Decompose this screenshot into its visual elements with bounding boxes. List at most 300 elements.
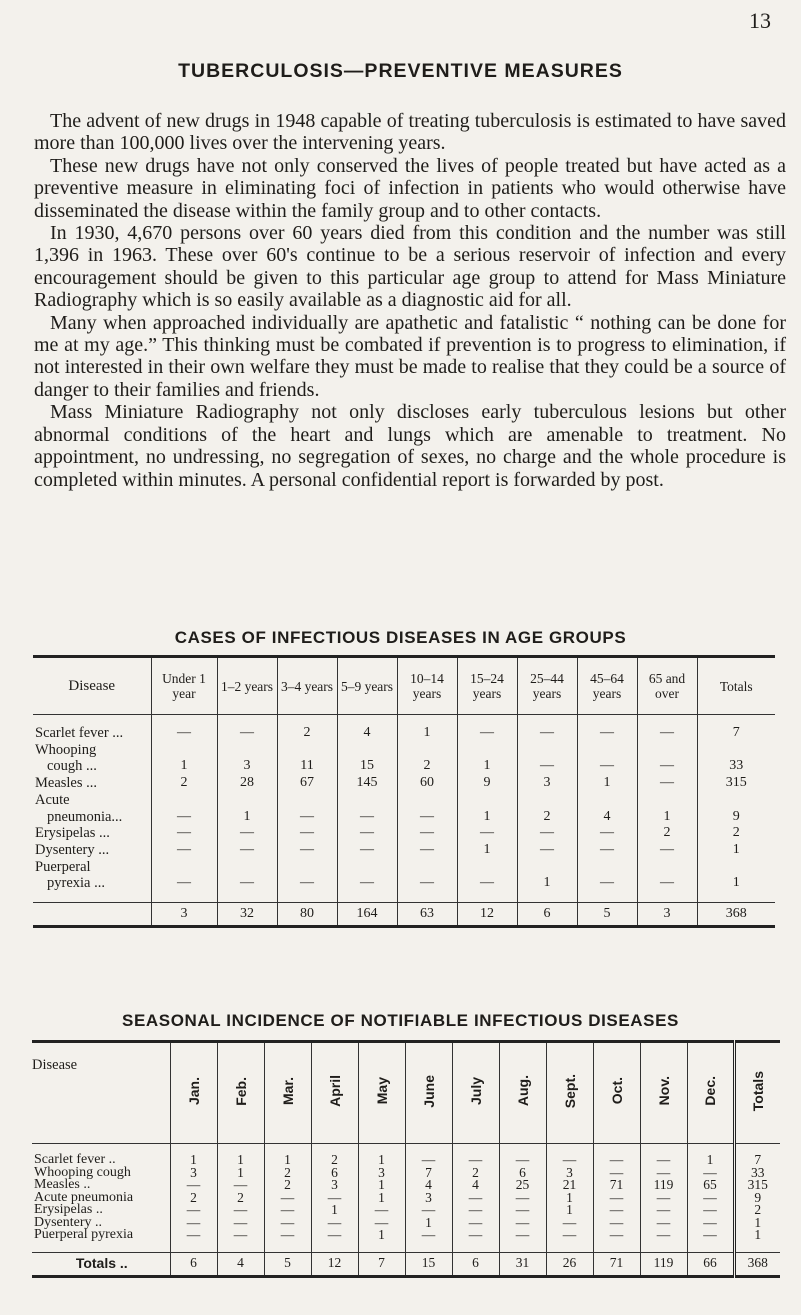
value-cell: 2 <box>397 758 457 775</box>
total-cell: 5 <box>264 1252 311 1276</box>
empty-cell <box>577 792 637 809</box>
disease-label: Scarlet fever .. <box>34 1152 116 1167</box>
column-header: 1–2 years <box>217 657 277 715</box>
value-cell: — <box>311 1192 358 1205</box>
value-cell: — <box>217 1217 264 1230</box>
value-cell: — <box>405 1229 452 1242</box>
value-cell: 1 <box>264 1144 311 1167</box>
total-cell: 6 <box>452 1252 499 1276</box>
value-cell: — <box>452 1229 499 1242</box>
total-cell: 368 <box>734 1252 780 1276</box>
month-header-label: May <box>373 1077 390 1105</box>
table-row <box>33 809 775 826</box>
table-row <box>33 758 775 775</box>
spacer-cell <box>517 892 577 903</box>
value-cell: 2 <box>697 825 775 842</box>
empty-cell <box>517 792 577 809</box>
spacer-cell <box>397 715 457 726</box>
table-row <box>33 859 775 876</box>
spacer-cell <box>337 715 397 726</box>
empty-cell <box>517 859 577 876</box>
value-cell: — <box>151 842 217 859</box>
page-title: TUBERCULOSIS—PREVENTIVE MEASURES <box>178 60 623 82</box>
spacer-cell <box>217 1242 264 1253</box>
value-cell: 3 <box>405 1192 452 1205</box>
value-cell: 119 <box>640 1179 687 1192</box>
value-cell: 7 <box>405 1167 452 1180</box>
total-cell: 15 <box>405 1252 452 1276</box>
value-cell: — <box>577 875 637 892</box>
disease-label: Puerperal pyrexia <box>34 1227 134 1242</box>
spacer-cell <box>577 715 637 726</box>
value-cell: — <box>397 825 457 842</box>
empty-cell <box>457 859 517 876</box>
spacer-row <box>33 892 775 903</box>
spacer-cell <box>452 1242 499 1253</box>
table-row <box>33 842 775 859</box>
value-cell: — <box>217 725 277 742</box>
value-cell: — <box>546 1229 593 1242</box>
value-cell: 2 <box>734 1204 780 1217</box>
value-cell: — <box>687 1167 734 1180</box>
empty-cell <box>697 792 775 809</box>
column-header <box>358 1042 405 1144</box>
column-header: Disease <box>68 677 116 694</box>
empty-cell <box>637 742 697 759</box>
disease-label: Whooping <box>35 741 97 758</box>
table-row <box>32 1229 780 1242</box>
value-cell: 2 <box>517 809 577 826</box>
value-cell: — <box>687 1204 734 1217</box>
empty-cell <box>457 792 517 809</box>
value-cell: — <box>452 1204 499 1217</box>
total-cell: 5 <box>577 903 637 927</box>
spacer-cell <box>687 1242 734 1253</box>
seasonal-incidence-table <box>32 1040 780 1278</box>
month-header-label: Dec. <box>702 1076 718 1106</box>
value-cell: — <box>277 825 337 842</box>
value-cell: — <box>452 1144 499 1167</box>
spacer-cell <box>546 1242 593 1253</box>
spacer-cell <box>637 715 697 726</box>
column-header <box>640 1042 687 1144</box>
value-cell: — <box>405 1204 452 1217</box>
value-cell: 11 <box>277 758 337 775</box>
empty-cell <box>697 742 775 759</box>
column-header: 10–14 years <box>397 657 457 715</box>
value-cell: 9 <box>697 809 775 826</box>
value-cell: 1 <box>217 809 277 826</box>
value-cell: 315 <box>697 775 775 792</box>
value-cell: — <box>457 725 517 742</box>
value-cell: 67 <box>277 775 337 792</box>
value-cell: — <box>311 1229 358 1242</box>
column-header <box>499 1042 546 1144</box>
column-header <box>687 1042 734 1144</box>
column-header <box>405 1042 452 1144</box>
value-cell: — <box>517 825 577 842</box>
column-header: Disease <box>32 1057 78 1073</box>
disease-label: Whooping cough <box>34 1164 131 1180</box>
empty-cell <box>151 792 217 809</box>
value-cell: 2 <box>452 1167 499 1180</box>
value-cell: — <box>499 1192 546 1205</box>
value-cell: — <box>637 875 697 892</box>
empty-cell <box>397 742 457 759</box>
value-cell: 15 <box>337 758 397 775</box>
column-header <box>734 1042 780 1144</box>
table-row <box>33 792 775 809</box>
value-cell: — <box>687 1229 734 1242</box>
table-row <box>33 725 775 742</box>
empty-cell <box>337 792 397 809</box>
paragraph: The advent of new drugs in 1948 capable of treating tuberculosis is estimated to have saved more than 100,000 lives over the intervening years. <box>34 110 786 155</box>
table-row <box>33 875 775 892</box>
value-cell: — <box>277 842 337 859</box>
spacer-cell <box>277 715 337 726</box>
value-cell: — <box>637 775 697 792</box>
value-cell: — <box>593 1204 640 1217</box>
value-cell: — <box>593 1217 640 1230</box>
paragraph: These new drugs have not only conserved the lives of people treated but have acted as a preventive measure in eliminating foci of infection in patients who would otherwise have disseminated the disease within the family group and to other contacts. <box>34 154 786 222</box>
value-cell: — <box>593 1144 640 1167</box>
value-cell: — <box>593 1192 640 1205</box>
value-cell: — <box>170 1229 217 1242</box>
empty-cell <box>517 742 577 759</box>
value-cell: 4 <box>337 725 397 742</box>
total-cell: 31 <box>499 1252 546 1276</box>
total-cell: 80 <box>277 903 337 927</box>
value-cell: — <box>405 1144 452 1167</box>
column-header <box>546 1042 593 1144</box>
month-header-label: April <box>326 1075 343 1107</box>
value-cell: — <box>217 875 277 892</box>
value-cell: 3 <box>170 1167 217 1180</box>
value-cell: 315 <box>734 1179 780 1192</box>
totals-row <box>32 1252 780 1276</box>
table-row <box>33 825 775 842</box>
value-cell: — <box>217 1204 264 1217</box>
value-cell: 1 <box>358 1144 405 1167</box>
empty-cell <box>277 859 337 876</box>
value-cell: 1 <box>358 1229 405 1242</box>
value-cell: 1 <box>637 809 697 826</box>
value-cell: — <box>170 1179 217 1192</box>
table-row <box>33 775 775 792</box>
value-cell: — <box>264 1217 311 1230</box>
spacer-cell <box>397 892 457 903</box>
value-cell: 1 <box>457 758 517 775</box>
column-header: 45–64 years <box>577 657 637 715</box>
spacer-cell <box>337 892 397 903</box>
value-cell: — <box>593 1167 640 1180</box>
value-cell: 71 <box>593 1179 640 1192</box>
value-cell: 6 <box>499 1167 546 1180</box>
value-cell: 1 <box>734 1229 780 1242</box>
spacer-cell <box>457 892 517 903</box>
value-cell: 1 <box>358 1179 405 1192</box>
value-cell: — <box>517 725 577 742</box>
empty-cell <box>217 792 277 809</box>
month-header-label: Aug. <box>514 1075 531 1107</box>
column-header: Totals <box>697 657 775 715</box>
value-cell: — <box>517 758 577 775</box>
value-cell: — <box>337 809 397 826</box>
total-cell: 6 <box>170 1252 217 1276</box>
value-cell: — <box>452 1192 499 1205</box>
spacer-cell <box>33 715 151 726</box>
value-cell: 33 <box>697 758 775 775</box>
disease-label: Scarlet fever ... <box>35 725 124 741</box>
table-row <box>32 1144 780 1167</box>
disease-label: Dysentery ... <box>35 841 110 858</box>
value-cell: 1 <box>217 1144 264 1167</box>
value-cell: — <box>457 825 517 842</box>
total-cell: 6 <box>517 903 577 927</box>
value-cell: — <box>637 758 697 775</box>
empty-cell <box>697 859 775 876</box>
value-cell: — <box>546 1217 593 1230</box>
value-cell: 1 <box>546 1192 593 1205</box>
spacer-cell <box>217 892 277 903</box>
value-cell: — <box>577 825 637 842</box>
value-cell: — <box>264 1204 311 1217</box>
age-groups-table <box>33 655 775 928</box>
column-header <box>217 1042 264 1144</box>
paragraph: Many when approached individually are apathetic and fatalistic “ nothing can be done for me at my age.” This thinking must be combated if prevention is to progress to elimination, if not interested in their own welfare they must be made to realise that they could be a source of danger to their families and friends. <box>34 311 786 401</box>
column-header: 3–4 years <box>277 657 337 715</box>
value-cell: 21 <box>546 1179 593 1192</box>
spacer-cell <box>277 892 337 903</box>
table-header-row <box>33 657 775 715</box>
value-cell: 1 <box>517 875 577 892</box>
totals-label-cell <box>33 903 151 927</box>
body-text <box>34 110 786 491</box>
paragraph: Mass Miniature Radiography not only discloses early tuberculous lesions but other abnormal conditions of the heart and lungs which are amenable to treatment. No appointment, no undressing, no segregation of sexes, no charge and the whole procedure is completed within minutes. A personal confidential report is forwarded by post. <box>34 401 786 491</box>
disease-label: pneumonia... <box>47 808 123 825</box>
totals-label: Totals .. <box>32 1252 170 1276</box>
value-cell: — <box>358 1204 405 1217</box>
value-cell: 65 <box>687 1179 734 1192</box>
value-cell: — <box>170 1204 217 1217</box>
value-cell: — <box>337 825 397 842</box>
value-cell: 60 <box>397 775 457 792</box>
value-cell: 3 <box>217 758 277 775</box>
spacer-cell <box>499 1242 546 1253</box>
empty-cell <box>151 859 217 876</box>
value-cell: — <box>687 1217 734 1230</box>
month-header-label: Nov. <box>655 1076 672 1106</box>
empty-cell <box>457 742 517 759</box>
value-cell: — <box>397 809 457 826</box>
column-header: 25–44 years <box>517 657 577 715</box>
value-cell: — <box>397 875 457 892</box>
value-cell: — <box>687 1192 734 1205</box>
value-cell: 1 <box>687 1144 734 1167</box>
value-cell: — <box>640 1192 687 1205</box>
spacer-cell <box>734 1242 780 1253</box>
value-cell: — <box>452 1217 499 1230</box>
value-cell: — <box>593 1229 640 1242</box>
value-cell: — <box>217 1179 264 1192</box>
disease-label: Erysipelas ... <box>35 825 110 842</box>
column-header: Under 1 year <box>151 657 217 715</box>
value-cell: — <box>358 1217 405 1230</box>
table-header-row <box>32 1042 780 1144</box>
spacer-cell <box>264 1242 311 1253</box>
column-header: 5–9 years <box>337 657 397 715</box>
empty-cell <box>277 742 337 759</box>
value-cell: — <box>217 825 277 842</box>
value-cell: 33 <box>734 1167 780 1180</box>
total-cell: 7 <box>358 1252 405 1276</box>
value-cell: — <box>499 1229 546 1242</box>
value-cell: 3 <box>517 775 577 792</box>
empty-cell <box>577 859 637 876</box>
empty-cell <box>397 859 457 876</box>
value-cell: 1 <box>397 725 457 742</box>
value-cell: — <box>217 1229 264 1242</box>
value-cell: 2 <box>170 1192 217 1205</box>
value-cell: — <box>546 1144 593 1167</box>
value-cell: 2 <box>637 825 697 842</box>
disease-label: Measles .. <box>34 1177 91 1192</box>
value-cell: 7 <box>734 1144 780 1167</box>
spacer-cell <box>358 1242 405 1253</box>
value-cell: 1 <box>358 1192 405 1205</box>
page-number: 13 <box>749 8 771 33</box>
value-cell: — <box>337 842 397 859</box>
disease-label: Puerperal <box>35 858 91 875</box>
value-cell: 4 <box>405 1179 452 1192</box>
value-cell: 145 <box>337 775 397 792</box>
value-cell: 9 <box>734 1192 780 1205</box>
column-header <box>170 1042 217 1144</box>
total-cell: 71 <box>593 1252 640 1276</box>
total-cell: 3 <box>151 903 217 927</box>
value-cell: 6 <box>311 1167 358 1180</box>
spacer-cell <box>697 892 775 903</box>
value-cell: — <box>577 842 637 859</box>
column-header <box>452 1042 499 1144</box>
empty-cell <box>337 859 397 876</box>
spacer-cell <box>640 1242 687 1253</box>
value-cell: 1 <box>457 842 517 859</box>
value-cell: — <box>151 725 217 742</box>
month-header-label: Feb. <box>232 1076 249 1106</box>
value-cell: 2 <box>311 1144 358 1167</box>
value-cell: — <box>264 1192 311 1205</box>
spacer-cell <box>517 715 577 726</box>
column-header <box>311 1042 358 1144</box>
total-cell: 368 <box>697 903 775 927</box>
value-cell: 3 <box>311 1179 358 1192</box>
total-cell: 4 <box>217 1252 264 1276</box>
spacer-cell <box>32 1242 170 1253</box>
spacer-cell <box>577 892 637 903</box>
value-cell: 2 <box>264 1179 311 1192</box>
value-cell: — <box>640 1167 687 1180</box>
spacer-row <box>32 1242 780 1253</box>
spacer-cell <box>33 892 151 903</box>
month-header-label: Jan. <box>185 1076 202 1105</box>
value-cell: 1 <box>311 1204 358 1217</box>
column-header: 15–24 years <box>457 657 517 715</box>
value-cell: — <box>637 725 697 742</box>
value-cell: — <box>637 842 697 859</box>
value-cell: — <box>151 825 217 842</box>
month-header-label: June <box>420 1074 437 1108</box>
spacer-cell <box>170 1242 217 1253</box>
value-cell: 1 <box>405 1217 452 1230</box>
value-cell: — <box>499 1144 546 1167</box>
spacer-cell <box>217 715 277 726</box>
value-cell: 1 <box>457 809 517 826</box>
empty-cell <box>637 792 697 809</box>
empty-cell <box>217 742 277 759</box>
spacer-row <box>33 715 775 726</box>
value-cell: — <box>640 1229 687 1242</box>
value-cell: — <box>640 1204 687 1217</box>
value-cell: 1 <box>697 875 775 892</box>
disease-label: Measles ... <box>35 775 98 792</box>
value-cell: — <box>577 725 637 742</box>
disease-label: Acute <box>35 791 70 808</box>
value-cell: 2 <box>277 725 337 742</box>
value-cell: 2 <box>151 775 217 792</box>
value-cell: — <box>640 1144 687 1167</box>
value-cell: — <box>517 842 577 859</box>
month-header-label: Oct. <box>608 1077 625 1105</box>
empty-cell <box>397 792 457 809</box>
disease-label: Acute pneumonia <box>34 1189 134 1205</box>
value-cell: — <box>311 1217 358 1230</box>
total-cell: 12 <box>457 903 517 927</box>
disease-label: Dysentery .. <box>34 1214 103 1230</box>
empty-cell <box>577 742 637 759</box>
spacer-cell <box>593 1242 640 1253</box>
disease-label: Erysipelas .. <box>34 1202 103 1217</box>
value-cell: 4 <box>452 1179 499 1192</box>
value-cell: — <box>264 1229 311 1242</box>
value-cell: 1 <box>697 842 775 859</box>
spacer-cell <box>457 715 517 726</box>
total-cell: 63 <box>397 903 457 927</box>
value-cell: 1 <box>734 1217 780 1230</box>
season-table-title: SEASONAL INCIDENCE OF NOTIFIABLE INFECTIOUS DISEASES <box>122 1011 679 1030</box>
spacer-cell <box>405 1242 452 1253</box>
value-cell: 1 <box>577 775 637 792</box>
value-cell: — <box>397 842 457 859</box>
empty-cell <box>217 859 277 876</box>
value-cell: — <box>217 842 277 859</box>
empty-cell <box>337 742 397 759</box>
value-cell: — <box>499 1204 546 1217</box>
spacer-cell <box>151 892 217 903</box>
total-cell: 66 <box>687 1252 734 1276</box>
empty-cell <box>637 859 697 876</box>
value-cell: 25 <box>499 1179 546 1192</box>
empty-cell <box>151 742 217 759</box>
total-cell: 119 <box>640 1252 687 1276</box>
total-cell: 12 <box>311 1252 358 1276</box>
value-cell: 2 <box>264 1167 311 1180</box>
spacer-cell <box>151 715 217 726</box>
disease-label: cough ... <box>47 758 97 775</box>
value-cell: 1 <box>217 1167 264 1180</box>
column-header <box>264 1042 311 1144</box>
month-header-label: Mar. <box>279 1076 296 1105</box>
